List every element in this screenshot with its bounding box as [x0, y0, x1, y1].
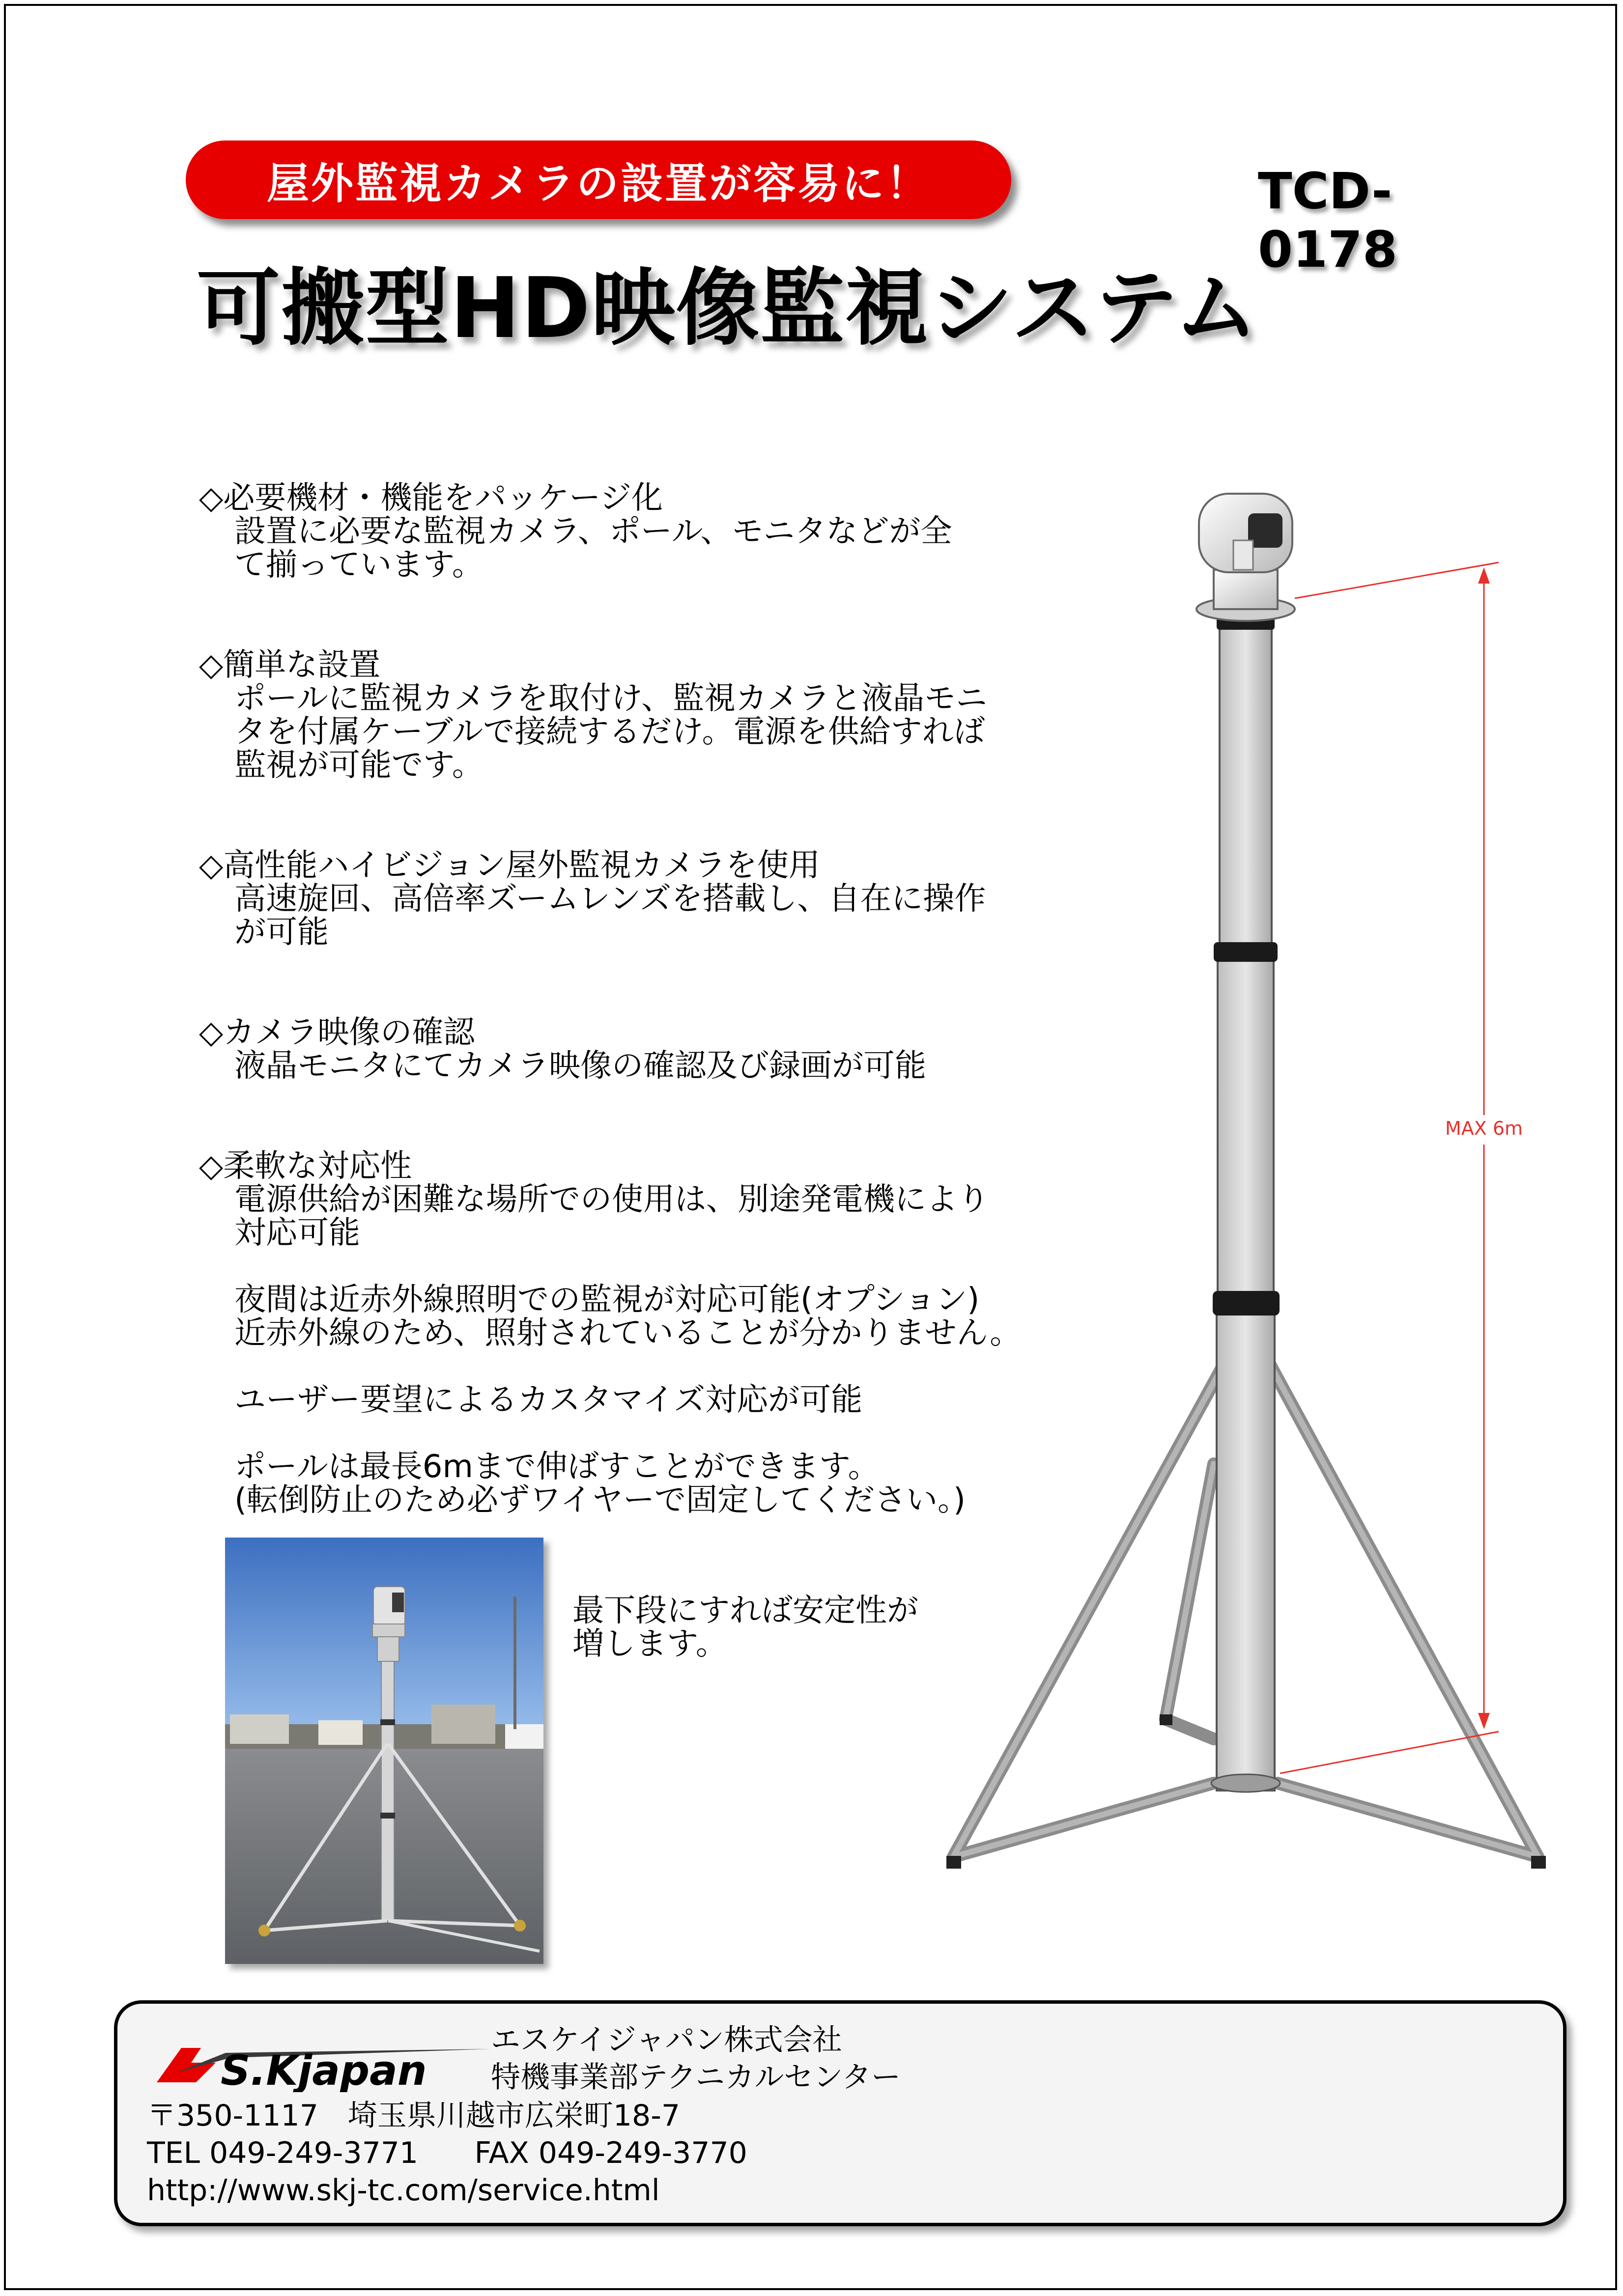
contact-info	[147, 2097, 747, 2209]
feature-body: 高速旋回、高倍率ズームレンズを搭載し、自在に操作 が可能	[234, 881, 986, 951]
model-number: TCD-0178	[1258, 162, 1397, 279]
logo-mark	[147, 2038, 491, 2092]
system-photo	[225, 1538, 543, 1964]
footer-contact-box	[114, 2000, 1566, 2226]
pole-diagram	[934, 472, 1572, 1896]
feature-heading: ◇カメラ映像の確認	[199, 1014, 475, 1051]
company-name: エスケイジャパン株式会社	[491, 2023, 842, 2057]
feature-note: ポールは最長6mまで伸ばすことができます。 (転倒防止のため必ずワイヤーで固定してください。)	[234, 1449, 966, 1518]
logo-text: S.Kjapan	[221, 2046, 427, 2092]
address: 〒350-1117 埼玉県川越市広栄町18-7	[147, 2099, 681, 2133]
page-title: 可搬型HD映像監視システム	[197, 260, 1259, 357]
fax-number: FAX 049-249-3770	[474, 2136, 747, 2170]
tagline-banner	[186, 140, 1011, 219]
feature-body: ポールに監視カメラを取付け、監視カメラと液晶モニ タを付属ケーブルで接続するだけ。電源を供給すれば 監視が可能です。	[234, 680, 988, 784]
feature-heading: ◇高性能ハイビジョン屋外監視カメラを使用	[199, 847, 820, 884]
tagline-text: 屋外監視カメラの設置が容易に！	[267, 159, 930, 208]
feature-note: 夜間は近赤外線照明での監視が対応可能(オプション) 近赤外線のため、照射されていることが分かりません。	[234, 1282, 1022, 1351]
feature-body: 電源供給が困難な場所での使用は、別途発電機により 対応可能	[234, 1181, 989, 1251]
dimension-label: MAX 6m	[1445, 1118, 1523, 1139]
feature-note: ユーザー要望によるカスタマイズ対応が可能	[234, 1382, 863, 1418]
photo-caption: 最下段にすれば安定性が 増します。	[572, 1593, 918, 1662]
system-photo-illustration	[225, 1538, 543, 1964]
pole-diagram-illustration	[934, 472, 1572, 1896]
website-url[interactable]: http://www.skj-tc.com/service.html	[147, 2173, 660, 2208]
feature-heading: ◇柔軟な対応性	[199, 1148, 412, 1184]
phone-number: TEL 049-249-3771	[147, 2136, 419, 2170]
feature-body: 液晶モニタにてカメラ映像の確認及び録画が可能	[234, 1048, 926, 1084]
department-name: 特機事業部テクニカルセンター	[491, 2060, 901, 2095]
feature-heading: ◇必要機材・機能をパッケージ化	[199, 480, 663, 516]
company-info	[491, 2021, 901, 2096]
feature-body: 設置に必要な監視カメラ、ポール、モニタなどが全 て揃っています。	[234, 513, 952, 583]
feature-heading: ◇簡単な設置	[199, 647, 381, 683]
phone-fax-line	[147, 2134, 747, 2172]
company-logo	[147, 2038, 491, 2092]
